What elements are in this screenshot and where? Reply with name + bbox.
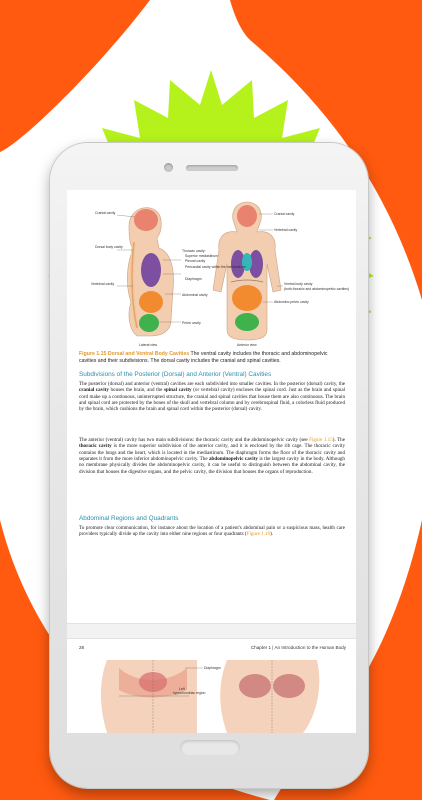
- label-abdominal-cavity: Abdominal cavity: [182, 293, 208, 297]
- bold-term: cranial cavity: [79, 387, 109, 394]
- text-run: ). The: [332, 437, 345, 443]
- figure-caption: [79, 351, 345, 364]
- lateral-view-illustration: [127, 208, 173, 336]
- label-superior-mediastinum: Superior mediastinum: [185, 254, 218, 258]
- bold-term: spinal cavity: [163, 387, 192, 394]
- label-ventral-note: (both thoracic and abdominopelvic cavities): [284, 287, 350, 291]
- anterior-view-illustration: [213, 202, 281, 340]
- label-diaphragm: Diaphragm: [185, 277, 202, 281]
- text-run: ).: [270, 531, 274, 538]
- text-run: is the more superior subdivision of the anterior cavity, and it is enclosed by the rib cage. The thoracic cavity contains the lungs and the heart, which is located in the mediastinum. The diaphragm forms the floor of the thoracic cavity and separates it from the more inferior abdominopelvic cavity. The: [79, 443, 345, 463]
- label-cranial-cavity-right: Cranial cavity: [274, 212, 295, 216]
- bold-term: abdominopelvic cavity: [209, 456, 258, 463]
- body-cavities-figure: [67, 190, 356, 350]
- text-run: The anterior (ventral) cavity has two main subdivisions: the thoracic cavity and the abdominopelvic cavity (see: [79, 437, 310, 443]
- text-run: The posterior (dorsal) and anterior (ventral) cavities are each subdivided into smaller cavities. In the posterior (dorsal) cavity, the: [79, 381, 345, 387]
- section-heading-abdominal-regions: Abdominal Regions and Quadrants: [79, 515, 179, 522]
- earpiece-speaker: [186, 165, 238, 171]
- figure-link[interactable]: Figure 1.15: [309, 437, 333, 443]
- anterior-view-caption: Anterior view: [237, 343, 257, 347]
- figure-link[interactable]: Figure 1.16: [246, 531, 271, 538]
- next-figure-left-label: Left: [179, 687, 185, 691]
- bold-term: thoracic cavity: [79, 443, 112, 450]
- page-number: 28: [79, 645, 85, 650]
- label-pelvic-cavity: Pelvic cavity: [182, 321, 201, 325]
- label-vertebral-cavity-right: Vertebral cavity: [274, 228, 298, 232]
- section1-paragraph-2: [79, 437, 345, 475]
- figure-caption-text: The ventral cavity includes the thoracic and abdominopelvic cavities and their subdivisions. The dorsal cavity includes the cranial and spinal cavities.: [79, 351, 328, 364]
- label-vertebral-cavity-left: Vertebral cavity: [91, 282, 115, 286]
- next-figure-preview: [67, 660, 356, 733]
- label-pericardial-cavity: Pericardial cavity within the mediastinum: [185, 265, 247, 269]
- next-figure-left-sub: hypochondriac region: [173, 691, 206, 695]
- home-button[interactable]: [180, 740, 240, 756]
- label-ventral-body-cavity: Ventral body cavity: [284, 282, 313, 286]
- next-figure-diaphragm-label: Diaphragm: [204, 666, 221, 670]
- text-run: (or vertebral cavity) encloses the spinal cord. Just as the brain and spinal cord make up a continuous, uninterrupted structure, the cranial and spinal cavities that house them are also continuous. The brain and spinal cord are protected by the bones of the skull and vertebral column and by cerebrospinal fluid, a colorless fluid produced by the brain, which cushions the brain and spinal cord within the posterior (dorsal) cavity.: [79, 387, 346, 413]
- phone-screen[interactable]: [67, 190, 356, 733]
- section2-paragraph-1: [79, 525, 345, 538]
- figure-caption-label: Figure 1.15 Dorsal and Ventral Body Cavities: [79, 351, 190, 357]
- label-thoracic-cavity: Thoracic cavity:: [182, 249, 206, 253]
- text-run: is the largest cavity in the body. Although no membrane physically divides the abdominopelvic cavity, it can be useful to distinguish between the abdominal cavity, the division that houses the digestive organs, and the pelvic cavity, the division that houses the organs of reproduction.: [79, 456, 345, 475]
- lateral-view-caption: Lateral view: [139, 343, 158, 347]
- chapter-running-head: Chapter 1 | An Introduction to the Human Body: [250, 645, 346, 650]
- label-pleural-cavity: Pleural cavity: [185, 259, 206, 263]
- label-cranial-cavity-left: Cranial cavity: [95, 211, 116, 215]
- text-run: To promote clear communication, for instance about the location of a patient's abdominal pain or a suspicious mass, health care providers typically divide up the cavity into either nine regions or four quadrants (: [79, 525, 345, 538]
- label-abdominopelvic-cavity: Abdomino-pelvic cavity: [274, 300, 309, 304]
- section-heading-subdivisions: Subdivisions of the Posterior (Dorsal) and Anterior (Ventral) Cavities: [79, 371, 272, 378]
- page-separator: [67, 623, 356, 639]
- label-dorsal-body-cavity: Dorsal body cavity: [95, 245, 123, 249]
- text-run: houses the brain, and the: [108, 387, 164, 394]
- section1-paragraph-1: [79, 381, 345, 413]
- front-camera: [164, 163, 173, 172]
